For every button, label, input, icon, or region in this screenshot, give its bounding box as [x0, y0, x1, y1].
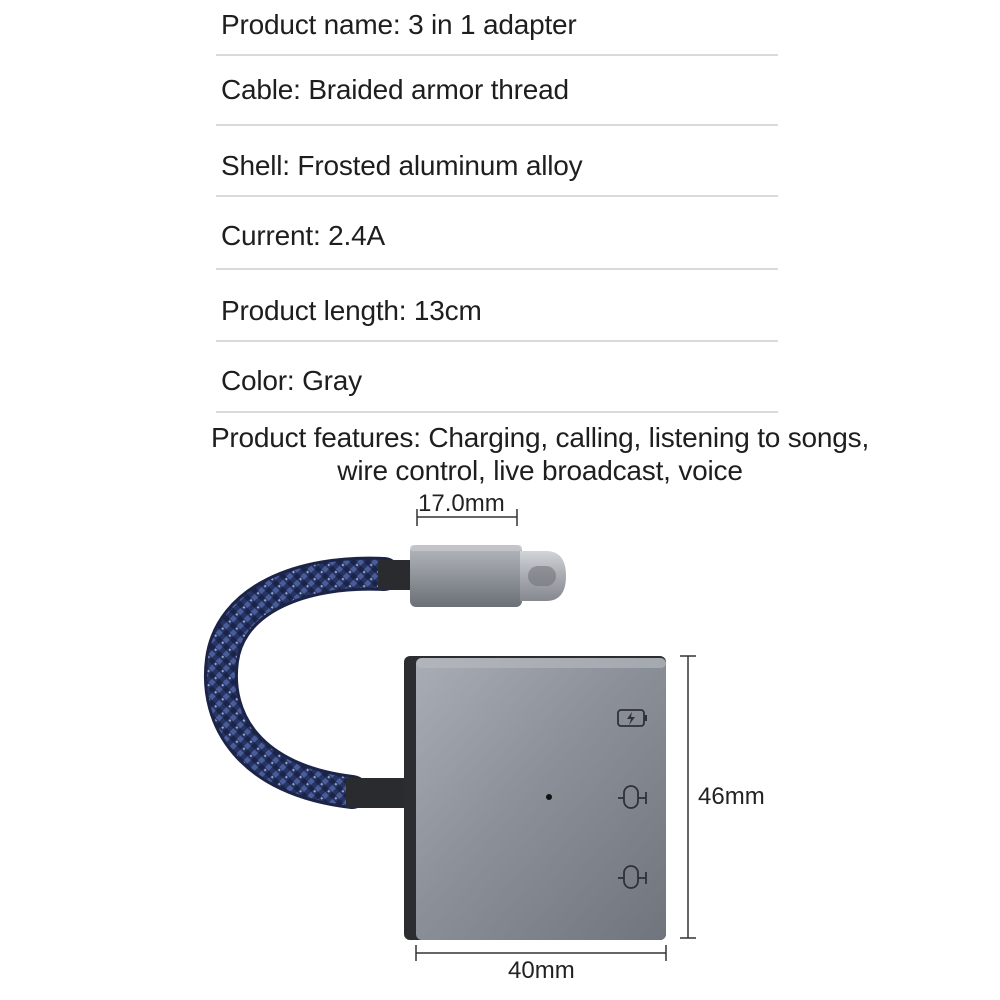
spec-color: Color: Gray	[221, 365, 362, 396]
lower-strain-relief	[346, 778, 410, 808]
adapter-body	[416, 658, 666, 940]
usb-c-plug-housing	[410, 545, 522, 607]
spec-length: Product length: 13cm	[221, 295, 482, 326]
indicator-light	[546, 794, 552, 800]
spec-product-name: Product name: 3 in 1 adapter	[221, 9, 577, 40]
spec-shell: Shell: Frosted aluminum alloy	[221, 150, 583, 181]
braided-cable	[221, 574, 384, 792]
connector-width-label: 17.0mm	[418, 490, 505, 517]
body-width-label: 40mm	[508, 957, 575, 984]
spec-current: Current: 2.4A	[221, 220, 385, 251]
features-line-1: Product features: Charging, calling, listening to songs,	[210, 422, 870, 453]
spec-cable: Cable: Braided armor thread	[221, 74, 569, 105]
features-line-2: wire control, live broadcast, voice	[337, 455, 743, 486]
body-height-label: 46mm	[698, 783, 765, 810]
upper-strain-relief	[378, 560, 414, 590]
